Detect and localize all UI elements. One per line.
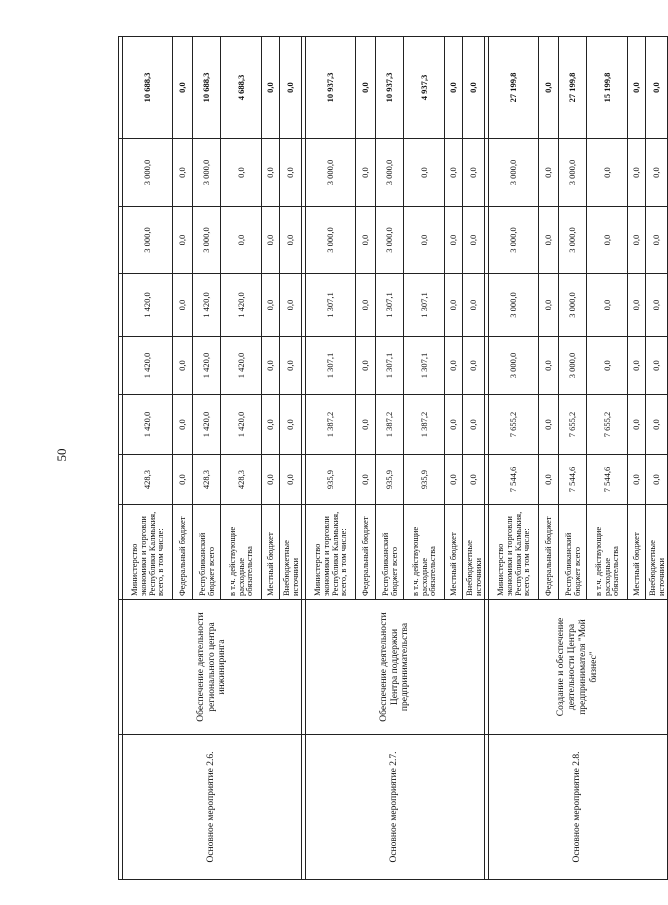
year-value: 0,0 [628, 395, 646, 455]
year-value: 1 387,2 [376, 395, 404, 455]
year-value: 0,0 [356, 207, 376, 274]
year-value: 0,0 [280, 337, 302, 395]
year-value: 0,0 [173, 337, 193, 395]
funding-source: Министерство экономики и торговли Республики Калмыкия, всего, в том числе: [489, 505, 539, 600]
total-value: 10 688,3 [193, 37, 221, 139]
year-value: 0,0 [445, 395, 463, 455]
year-value: 3 000,0 [123, 139, 173, 207]
year-value: 0,0 [356, 139, 376, 207]
year-value: 1 307,1 [306, 274, 356, 337]
year-value: 428,3 [221, 455, 262, 505]
year-value: 0,0 [262, 455, 280, 505]
year-value: 0,0 [628, 455, 646, 505]
activity-title: Основное мероприятие 2.7. [306, 735, 485, 880]
year-value: 0,0 [539, 274, 559, 337]
total-value: 10 688,3 [123, 37, 173, 139]
total-value: 0,0 [173, 37, 193, 139]
year-value: 1 420,0 [193, 337, 221, 395]
year-value: 3 000,0 [193, 139, 221, 207]
year-value: 3 000,0 [559, 274, 587, 337]
year-value: 0,0 [262, 207, 280, 274]
year-value: 3 000,0 [559, 337, 587, 395]
year-value: 3 000,0 [306, 139, 356, 207]
funding-source: Федеральный бюджет [173, 505, 193, 600]
year-value: 0,0 [404, 207, 445, 274]
activity-description: Обеспечение деятельности Центра поддержки предпринимательства [306, 600, 485, 735]
total-value: 15 199,8 [587, 37, 628, 139]
year-value: 935,9 [306, 455, 356, 505]
total-value: 0,0 [646, 37, 668, 139]
year-value: 7 655,2 [559, 395, 587, 455]
funding-source: Федеральный бюджет [539, 505, 559, 600]
year-value: 3 000,0 [489, 337, 539, 395]
year-value: 0,0 [173, 395, 193, 455]
year-value: 1 420,0 [221, 337, 262, 395]
activity-description: Обеспечение деятельности регионального центра инжиниринга [123, 600, 302, 735]
year-value: 1 387,2 [306, 395, 356, 455]
year-value: 1 307,1 [306, 337, 356, 395]
year-value: 3 000,0 [376, 207, 404, 274]
total-value: 10 937,3 [306, 37, 356, 139]
funding-source: Внебюджетные источники [463, 505, 485, 600]
year-value: 0,0 [539, 139, 559, 207]
year-value: 0,0 [463, 337, 485, 395]
year-value: 0,0 [404, 139, 445, 207]
year-value: 0,0 [539, 337, 559, 395]
funding-source: в т.ч. действующие расходные обязательства [221, 505, 262, 600]
year-value: 0,0 [628, 207, 646, 274]
total-value: 0,0 [628, 37, 646, 139]
year-value: 0,0 [280, 207, 302, 274]
year-value: 7 544,6 [559, 455, 587, 505]
total-value: 27 199,8 [489, 37, 539, 139]
funding-source: Республиканский бюджет всего [193, 505, 221, 600]
year-value: 0,0 [262, 337, 280, 395]
funding-source: Внебюджетные источники [280, 505, 302, 600]
year-value: 7 544,6 [587, 455, 628, 505]
year-value: 0,0 [262, 139, 280, 207]
year-value: 0,0 [262, 395, 280, 455]
year-value: 3 000,0 [489, 139, 539, 207]
year-value: 3 000,0 [123, 207, 173, 274]
year-value: 0,0 [173, 207, 193, 274]
year-value: 428,3 [193, 455, 221, 505]
year-value: 1 420,0 [193, 274, 221, 337]
total-value: 27 199,8 [559, 37, 587, 139]
year-value: 0,0 [445, 274, 463, 337]
year-value: 0,0 [463, 455, 485, 505]
year-value: 0,0 [262, 274, 280, 337]
year-value: 0,0 [445, 139, 463, 207]
year-value: 0,0 [445, 337, 463, 395]
year-value: 0,0 [539, 395, 559, 455]
year-value: 0,0 [646, 274, 668, 337]
year-value: 7 544,6 [489, 455, 539, 505]
activity-title: Основное мероприятие 2.8. [489, 735, 668, 880]
year-value: 1 307,1 [376, 337, 404, 395]
year-value: 0,0 [628, 274, 646, 337]
year-value: 0,0 [280, 139, 302, 207]
year-value: 3 000,0 [559, 139, 587, 207]
year-value: 0,0 [646, 337, 668, 395]
year-value: 0,0 [356, 274, 376, 337]
year-value: 0,0 [445, 207, 463, 274]
table-rotation-frame [118, 37, 666, 880]
financing-table [118, 36, 668, 880]
year-value: 0,0 [356, 455, 376, 505]
year-value: 0,0 [628, 139, 646, 207]
year-value: 0,0 [587, 139, 628, 207]
funding-source: Местный бюджет [445, 505, 463, 600]
total-value: 4 688,3 [221, 37, 262, 139]
funding-source: Местный бюджет [628, 505, 646, 600]
year-value: 3 000,0 [559, 207, 587, 274]
table-row [306, 37, 356, 880]
year-value: 0,0 [280, 455, 302, 505]
total-value: 0,0 [445, 37, 463, 139]
year-value: 0,0 [356, 337, 376, 395]
year-value: 3 000,0 [193, 207, 221, 274]
year-value: 7 655,2 [587, 395, 628, 455]
year-value: 0,0 [463, 139, 485, 207]
year-value: 0,0 [221, 139, 262, 207]
year-value: 0,0 [280, 395, 302, 455]
table-row [123, 37, 173, 880]
year-value: 1 307,1 [404, 337, 445, 395]
total-value: 0,0 [280, 37, 302, 139]
year-value: 0,0 [646, 207, 668, 274]
year-value: 1 420,0 [123, 274, 173, 337]
year-value: 1 420,0 [221, 274, 262, 337]
year-value: 0,0 [173, 274, 193, 337]
total-value: 0,0 [262, 37, 280, 139]
table-body [119, 37, 668, 880]
year-value: 1 420,0 [221, 395, 262, 455]
year-value: 428,3 [123, 455, 173, 505]
activity-title: Основное мероприятие 2.6. [123, 735, 302, 880]
year-value: 3 000,0 [306, 207, 356, 274]
year-value: 0,0 [221, 207, 262, 274]
table-row [489, 37, 539, 880]
funding-source: Республиканский бюджет всего [559, 505, 587, 600]
year-value: 0,0 [539, 207, 559, 274]
year-value: 1 307,1 [376, 274, 404, 337]
year-value: 0,0 [587, 274, 628, 337]
funding-source: Министерство экономики и торговли Республики Калмыкия, всего, в том числе: [306, 505, 356, 600]
year-value: 3 000,0 [489, 207, 539, 274]
year-value: 0,0 [173, 139, 193, 207]
total-value: 0,0 [356, 37, 376, 139]
year-value: 0,0 [173, 455, 193, 505]
funding-source: Министерство экономики и торговли Республики Калмыкия, всего, в том числе: [123, 505, 173, 600]
funding-source: Местный бюджет [262, 505, 280, 600]
total-value: 0,0 [539, 37, 559, 139]
total-value: 4 937,3 [404, 37, 445, 139]
rotated-sheet [118, 37, 666, 880]
year-value: 3 000,0 [489, 274, 539, 337]
year-value: 0,0 [280, 274, 302, 337]
year-value: 1 307,1 [404, 274, 445, 337]
funding-source: Внебюджетные источники [646, 505, 668, 600]
year-value: 0,0 [628, 337, 646, 395]
page-number: 50 [54, 448, 69, 462]
year-value: 0,0 [646, 395, 668, 455]
year-value: 3 000,0 [376, 139, 404, 207]
activity-description: Создание и обеспечение деятельности Центра предпринимателя "Мой бизнес" [489, 600, 668, 735]
funding-source: в т.ч. действующие расходные обязательства [404, 505, 445, 600]
total-value: 0,0 [463, 37, 485, 139]
funding-source: Федеральный бюджет [356, 505, 376, 600]
year-value: 935,9 [404, 455, 445, 505]
year-value: 935,9 [376, 455, 404, 505]
year-value: 0,0 [463, 274, 485, 337]
year-value: 0,0 [463, 207, 485, 274]
year-value: 0,0 [463, 395, 485, 455]
year-value: 0,0 [587, 207, 628, 274]
year-value: 1 420,0 [193, 395, 221, 455]
year-value: 1 420,0 [123, 337, 173, 395]
year-value: 0,0 [539, 455, 559, 505]
funding-source: Республиканский бюджет всего [376, 505, 404, 600]
year-value: 0,0 [646, 139, 668, 207]
funding-source: в т.ч. действующие расходные обязательства [587, 505, 628, 600]
year-value: 0,0 [587, 337, 628, 395]
year-value: 7 655,2 [489, 395, 539, 455]
total-value: 10 937,3 [376, 37, 404, 139]
year-value: 1 420,0 [123, 395, 173, 455]
year-value: 0,0 [356, 395, 376, 455]
year-value: 0,0 [445, 455, 463, 505]
year-value: 1 387,2 [404, 395, 445, 455]
year-value: 0,0 [646, 455, 668, 505]
